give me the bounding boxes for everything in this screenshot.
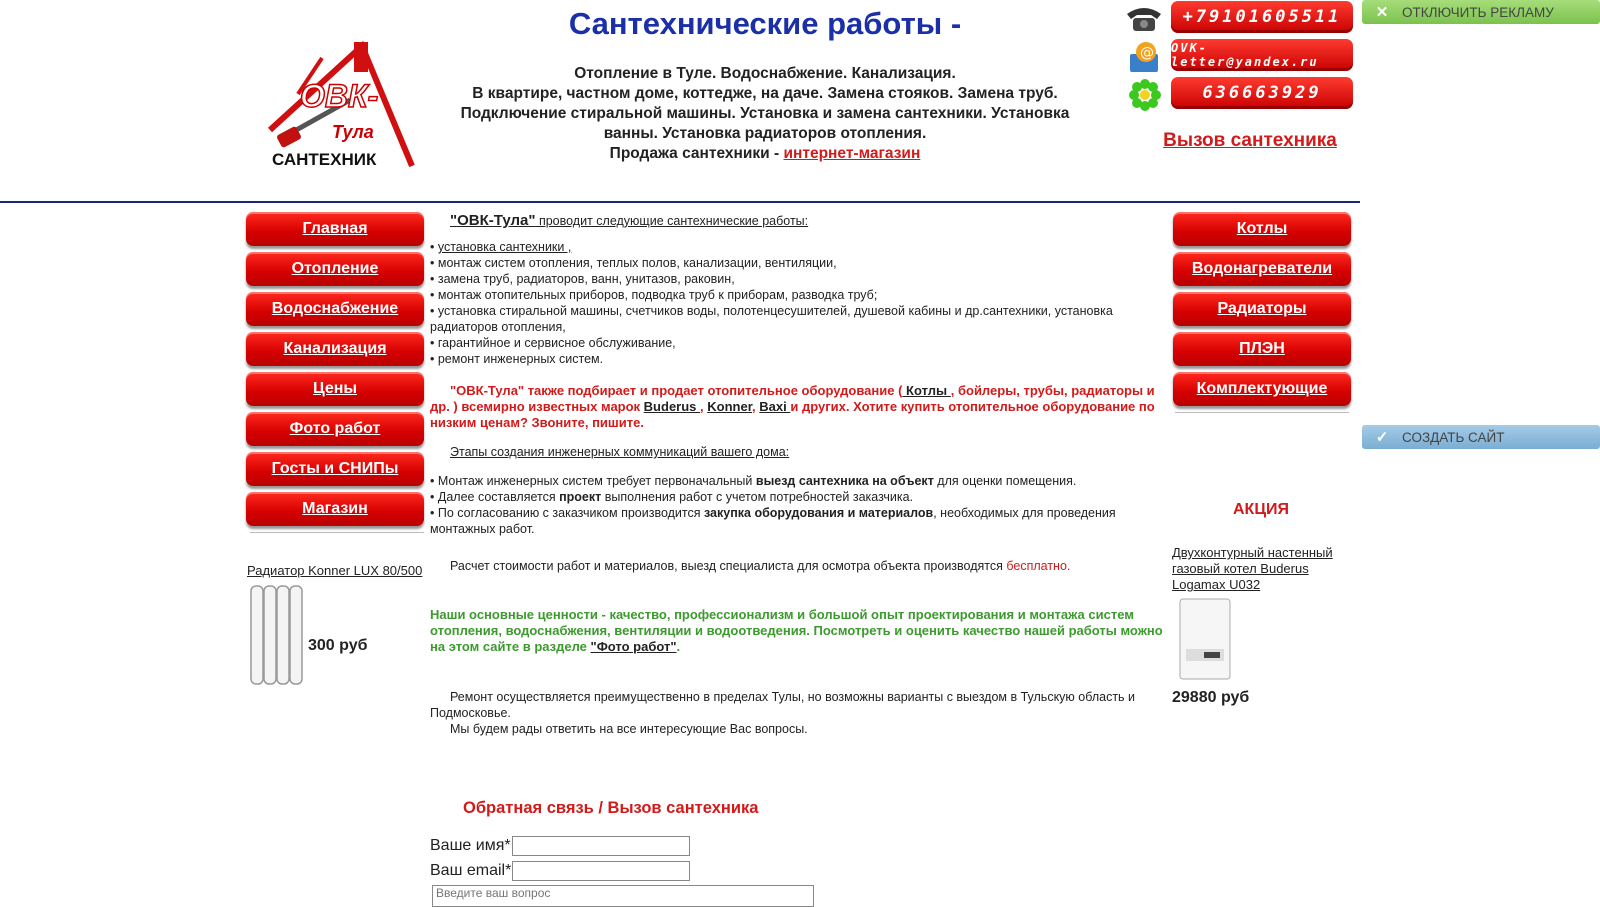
intro-text — [440, 64, 1090, 164]
intro-rest: проводит следующие сантехнические работы: — [535, 214, 809, 228]
email-button[interactable]: OVK-letter@yandex.ru — [1171, 39, 1353, 71]
works-item: • монтаж систем отопления, теплых полов, канализации, вентиляции, — [430, 255, 1170, 271]
intro-line: Отопление в Туле. Водоснабжение. Канализация. — [574, 65, 956, 82]
brand-konner-link[interactable]: Konner — [707, 399, 753, 414]
stage-item: • По согласованию с заказчиком производится закупка оборудования и материалов, необходимых для проведения монтажных работ. — [430, 505, 1170, 537]
disable-ads-button[interactable] — [1362, 0, 1600, 24]
nav-prices[interactable]: Цены — [246, 372, 424, 406]
shop-prefix: Продажа сантехники - — [609, 145, 784, 162]
works-list — [430, 239, 1170, 367]
nav-accessories[interactable]: Комплектующие — [1173, 372, 1351, 406]
phone-icon — [1124, 4, 1160, 34]
svg-text:@: @ — [1140, 45, 1154, 61]
nav-water-heaters[interactable]: Водонагреватели — [1173, 252, 1351, 286]
works-item: • монтаж отопительных приборов, подводка труб к приборам, разводка труб; — [430, 287, 1170, 303]
shop-link[interactable]: интернет-магазин — [783, 145, 921, 162]
works-item: • ремонт инженерных систем. — [430, 351, 1170, 367]
nav-photos[interactable]: Фото работ — [246, 412, 424, 446]
nav-heating[interactable]: Отопление — [246, 252, 424, 286]
questions-paragraph: Мы будем рады ответить на все интересующие Вас вопросы. — [450, 722, 808, 736]
feedback-title: Обратная связь / Вызов сантехника — [463, 799, 759, 817]
nav-sewerage[interactable]: Канализация — [246, 332, 424, 366]
close-icon: ✕ — [1375, 4, 1389, 21]
repair-paragraph: Ремонт осуществляется преимущественно в пределах Тулы, но возможны варианты с выездом в Тульскую область и Подмосковье. — [430, 690, 1136, 720]
nav-shop[interactable]: Магазин — [246, 492, 424, 526]
email-icon — [1124, 40, 1160, 70]
name-input[interactable] — [512, 836, 690, 856]
nav-standards[interactable]: Госты и СНИПы — [246, 452, 424, 486]
free-label: бесплатно. — [1006, 559, 1071, 573]
radiator-image[interactable] — [248, 580, 304, 690]
works-item: • замена труб, радиаторов, ванн, унитазов, раковин, — [430, 271, 1170, 287]
brand-baxi-link[interactable]: Baxi — [759, 399, 791, 414]
product-radiator-link[interactable]: Радиатор Konner LUX 80/500 — [247, 563, 423, 578]
icq-button[interactable]: 636663929 — [1171, 77, 1353, 109]
calc-paragraph: Расчет стоимости работ и материалов, выезд специалиста для осмотра объекта производятся бесплатно. — [450, 559, 1071, 573]
promo-heading: АКЦИЯ — [1233, 501, 1290, 518]
header-divider — [0, 201, 1360, 203]
nav-water-supply[interactable]: Водоснабжение — [246, 292, 424, 326]
link-boilers[interactable]: Котлы — [902, 383, 951, 398]
intro-line — [440, 144, 1090, 164]
nav-home[interactable]: Главная — [246, 212, 424, 246]
photo-works-link[interactable]: "Фото работ" — [590, 639, 677, 654]
works-item[interactable]: • установка сантехники , — [430, 239, 1170, 255]
disable-ads-label: ОТКЛЮЧИТЬ РЕКЛАМУ — [1402, 4, 1554, 20]
stages-list — [430, 473, 1170, 537]
brand-buderus-link[interactable]: Buderus — [643, 399, 701, 414]
intro-line: В квартире, частном доме, коттедже, на даче. Замена стояков. Замена труб. — [472, 85, 1058, 102]
email-input[interactable] — [512, 861, 690, 881]
page-title: Сантехнические работы - — [568, 6, 962, 41]
logo-city: Тула — [332, 122, 374, 142]
main-content — [430, 213, 1170, 737]
boiler-image[interactable] — [1174, 597, 1234, 685]
company-name: "ОВК-Тула" — [450, 212, 536, 229]
email-label: Ваш email* — [430, 862, 512, 879]
nav-plen[interactable]: ПЛЭН — [1173, 332, 1351, 366]
equipment-paragraph: "ОВК-Тула" также подбирает и продает отопительное оборудование ( Котлы , бойлеры, трубы, радиаторы и др. ) всемирно известных марок Buderus , Konner, Baxi и других. Хотите купить отопительное оборудование по низким ценам? Звоните, пишите. — [430, 383, 1155, 430]
nav-separator — [250, 532, 424, 533]
nav-separator — [1175, 412, 1349, 413]
intro-sentence — [430, 213, 1170, 229]
create-site-button[interactable] — [1362, 425, 1600, 449]
logo-brand: ОВК- — [300, 78, 379, 114]
call-plumber-link[interactable]: Вызов сантехника — [1163, 130, 1337, 151]
stage-item: • Монтаж инженерных систем требует первоначальный выезд сантехника на объект для оценки помещения. — [430, 473, 1170, 489]
phone-button[interactable]: +79101605511 — [1171, 1, 1353, 33]
works-item: • гарантийное и сервисное обслуживание, — [430, 335, 1170, 351]
nav-boilers[interactable]: Котлы — [1173, 212, 1351, 246]
checkmark-icon: ✓ — [1375, 429, 1389, 446]
promo-boiler-link[interactable]: Двухконтурный настенный газовый котел Buderus Logamax U032 — [1172, 545, 1333, 592]
product-radiator-price: 300 руб — [308, 637, 368, 654]
logo-caption: САНТЕХНИК — [272, 150, 377, 169]
stages-heading: Этапы создания инженерных коммуникаций вашего дома: — [450, 445, 790, 459]
intro-line: Подключение стиральной машины. Установка и замена сантехники. Установка — [460, 105, 1070, 122]
values-paragraph: Наши основные ценности - качество, профессионализм и большой опыт проектирования и монтажа систем отопления, водоснабжения, вентиляции и водоотведения. Посмотреть и оценить качество нашей работы можно на этом сайте в разделе "Фото работ". — [430, 607, 1163, 654]
works-item: • установка стиральной машины, счетчиков воды, полотенцесушителей, душевой кабины и др.сантехники, установка радиаторов отопления, — [430, 303, 1170, 335]
icq-flower-icon — [1128, 78, 1164, 108]
create-site-label: СОЗДАТЬ САЙТ — [1402, 429, 1505, 445]
site-logo[interactable] — [262, 38, 422, 178]
stage-item: • Далее составляется проект выполнения работ с учетом потребностей заказчика. — [430, 489, 1170, 505]
promo-boiler-price: 29880 руб — [1172, 689, 1250, 706]
question-textarea[interactable] — [432, 885, 814, 907]
name-label: Ваше имя* — [430, 837, 511, 854]
intro-line: ванны. Установка радиаторов отопления. — [603, 125, 927, 142]
nav-radiators[interactable]: Радиаторы — [1173, 292, 1351, 326]
